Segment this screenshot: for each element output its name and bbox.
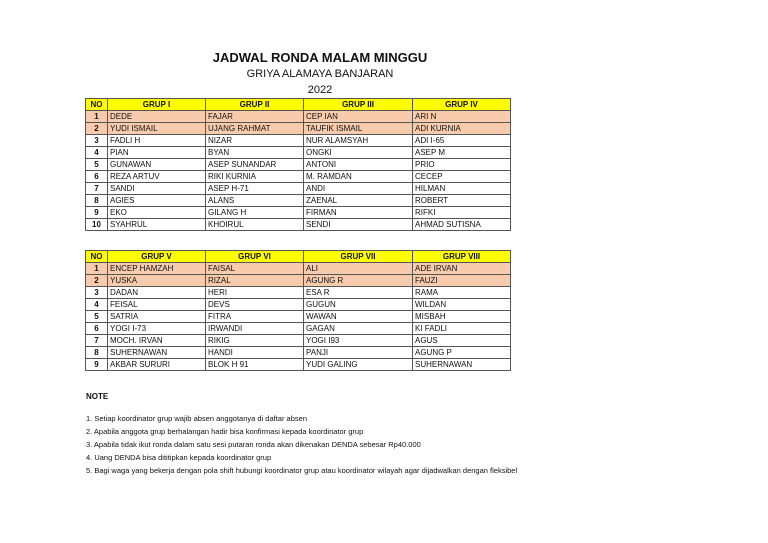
row-number-cell: 7: [86, 335, 108, 347]
row-number-cell: 9: [86, 359, 108, 371]
page-title: JADWAL RONDA MALAM MINGGU: [212, 50, 428, 65]
member-name-cell: ADI I-65: [413, 135, 511, 147]
member-name-cell: RIFKI: [413, 207, 511, 219]
column-header-group: GRUP IV: [413, 99, 511, 111]
row-number-cell: 3: [86, 135, 108, 147]
member-name-cell: YUDI ISMAIL: [108, 123, 206, 135]
member-name-cell: SYAHRUL: [108, 219, 206, 231]
member-name-cell: WAWAN: [304, 311, 413, 323]
member-name-cell: DEDE: [108, 111, 206, 123]
table-row: [86, 311, 511, 323]
column-header-group: GRUP I: [108, 99, 206, 111]
member-name-cell: ALI: [304, 263, 413, 275]
row-number-cell: 6: [86, 171, 108, 183]
table-row: [86, 147, 511, 159]
member-name-cell: SUHERNAWAN: [108, 347, 206, 359]
roster-table-1: [85, 98, 511, 231]
row-number-cell: 6: [86, 323, 108, 335]
member-name-cell: ESA R: [304, 287, 413, 299]
member-name-cell: SANDI: [108, 183, 206, 195]
member-name-cell: FADLI H: [108, 135, 206, 147]
member-name-cell: FEISAL: [108, 299, 206, 311]
member-name-cell: AGUS: [413, 335, 511, 347]
member-name-cell: ASEP SUNANDAR: [206, 159, 304, 171]
row-number-cell: 8: [86, 347, 108, 359]
table-row: [86, 123, 511, 135]
member-name-cell: NUR ALAMSYAH: [304, 135, 413, 147]
member-name-cell: RIZAL: [206, 275, 304, 287]
row-number-cell: 8: [86, 195, 108, 207]
column-header-no: NO: [86, 251, 108, 263]
member-name-cell: ADE IRVAN: [413, 263, 511, 275]
member-name-cell: AHMAD SUTISNA: [413, 219, 511, 231]
member-name-cell: BLOK H 91: [206, 359, 304, 371]
member-name-cell: KHOIRUL: [206, 219, 304, 231]
table-row: [86, 171, 511, 183]
member-name-cell: ANTONI: [304, 159, 413, 171]
column-header-group: GRUP VIII: [413, 251, 511, 263]
member-name-cell: GILANG H: [206, 207, 304, 219]
member-name-cell: TAUFIK ISMAIL: [304, 123, 413, 135]
row-number-cell: 4: [86, 299, 108, 311]
member-name-cell: CEP IAN: [304, 111, 413, 123]
member-name-cell: GUGUN: [304, 299, 413, 311]
row-number-cell: 5: [86, 311, 108, 323]
member-name-cell: M. RAMDAN: [304, 171, 413, 183]
member-name-cell: ADI KURNIA: [413, 123, 511, 135]
member-name-cell: ALANS: [206, 195, 304, 207]
member-name-cell: AGUNG P: [413, 347, 511, 359]
member-name-cell: AGIES: [108, 195, 206, 207]
table-row: [86, 275, 511, 287]
table-row: [86, 159, 511, 171]
member-name-cell: EKO: [108, 207, 206, 219]
table-row: [86, 347, 511, 359]
member-name-cell: RIKI KURNIA: [206, 171, 304, 183]
member-name-cell: RAMA: [413, 287, 511, 299]
table-row: [86, 111, 511, 123]
member-name-cell: AKBAR SURURI: [108, 359, 206, 371]
row-number-cell: 1: [86, 263, 108, 275]
member-name-cell: ARI N: [413, 111, 511, 123]
page-subtitle: GRIYA ALAMAYA BANJARAN: [246, 68, 394, 80]
row-number-cell: 4: [86, 147, 108, 159]
member-name-cell: PRIO: [413, 159, 511, 171]
column-header-group: GRUP III: [304, 99, 413, 111]
table-row: [86, 195, 511, 207]
row-number-cell: 1: [86, 111, 108, 123]
member-name-cell: GUNAWAN: [108, 159, 206, 171]
table-row: [86, 287, 511, 299]
member-name-cell: GAGAN: [304, 323, 413, 335]
row-number-cell: 7: [86, 183, 108, 195]
table-row: [86, 299, 511, 311]
member-name-cell: FIRMAN: [304, 207, 413, 219]
member-name-cell: ENCEP HAMZAH: [108, 263, 206, 275]
member-name-cell: SENDI: [304, 219, 413, 231]
member-name-cell: RIKIG: [206, 335, 304, 347]
table-row: [86, 263, 511, 275]
member-name-cell: KI FADLI: [413, 323, 511, 335]
member-name-cell: HILMAN: [413, 183, 511, 195]
member-name-cell: IRWANDI: [206, 323, 304, 335]
page-year: 2022: [307, 84, 333, 96]
member-name-cell: MOCH. IRVAN: [108, 335, 206, 347]
column-header-no: NO: [86, 99, 108, 111]
row-number-cell: 9: [86, 207, 108, 219]
table-row: [86, 323, 511, 335]
table-row: [86, 359, 511, 371]
member-name-cell: ROBERT: [413, 195, 511, 207]
member-name-cell: UJANG RAHMAT: [206, 123, 304, 135]
table-header-row: [86, 251, 511, 263]
member-name-cell: DADAN: [108, 287, 206, 299]
member-name-cell: DEVS: [206, 299, 304, 311]
member-name-cell: FITRA: [206, 311, 304, 323]
member-name-cell: SUHERNAWAN: [413, 359, 511, 371]
column-header-group: GRUP VI: [206, 251, 304, 263]
note-item: 5. Bagi waga yang bekerja dengan pola shift hubungi koordinator grup atau koordinator wilayah agar dijadwalkan dengan fleksibel: [86, 466, 518, 475]
note-item: 1. Setiap koordinator grup wajib absen anggotanya di daftar absen: [86, 414, 307, 423]
member-name-cell: BYAN: [206, 147, 304, 159]
member-name-cell: PIAN: [108, 147, 206, 159]
member-name-cell: HANDI: [206, 347, 304, 359]
table-row: [86, 219, 511, 231]
member-name-cell: ZAENAL: [304, 195, 413, 207]
table-row: [86, 135, 511, 147]
member-name-cell: YUDI GALING: [304, 359, 413, 371]
member-name-cell: ASEP H-71: [206, 183, 304, 195]
member-name-cell: REZA ARTUV: [108, 171, 206, 183]
member-name-cell: PANJI: [304, 347, 413, 359]
member-name-cell: YOGI I93: [304, 335, 413, 347]
member-name-cell: WILDAN: [413, 299, 511, 311]
member-name-cell: MISBAH: [413, 311, 511, 323]
member-name-cell: FAUZI: [413, 275, 511, 287]
member-name-cell: ASEP M: [413, 147, 511, 159]
member-name-cell: YOGI I-73: [108, 323, 206, 335]
row-number-cell: 10: [86, 219, 108, 231]
notes-title: NOTE: [86, 392, 109, 401]
member-name-cell: HERI: [206, 287, 304, 299]
table-row: [86, 335, 511, 347]
roster-table-2: [85, 250, 511, 371]
table-row: [86, 207, 511, 219]
note-item: 3. Apabila tidak ikut ronda dalam satu sesi putaran ronda akan dikenakan DENDA sebesar Rp40.000: [86, 440, 421, 449]
column-header-group: GRUP V: [108, 251, 206, 263]
member-name-cell: SATRIA: [108, 311, 206, 323]
column-header-group: GRUP VII: [304, 251, 413, 263]
row-number-cell: 5: [86, 159, 108, 171]
row-number-cell: 2: [86, 275, 108, 287]
note-item: 2. Apabila anggota grup berhalangan hadir bisa konfirmasi kepada koordinator grup: [86, 427, 364, 436]
column-header-group: GRUP II: [206, 99, 304, 111]
note-item: 4. Uang DENDA bisa dititipkan kepada koordinator grup: [86, 453, 272, 462]
member-name-cell: YUSKA: [108, 275, 206, 287]
row-number-cell: 3: [86, 287, 108, 299]
row-number-cell: 2: [86, 123, 108, 135]
table-header-row: [86, 99, 511, 111]
member-name-cell: CECEP: [413, 171, 511, 183]
member-name-cell: ANDI: [304, 183, 413, 195]
member-name-cell: NIZAR: [206, 135, 304, 147]
table-row: [86, 183, 511, 195]
member-name-cell: AGUNG R: [304, 275, 413, 287]
member-name-cell: FAISAL: [206, 263, 304, 275]
member-name-cell: FAJAR: [206, 111, 304, 123]
member-name-cell: ONGKI: [304, 147, 413, 159]
